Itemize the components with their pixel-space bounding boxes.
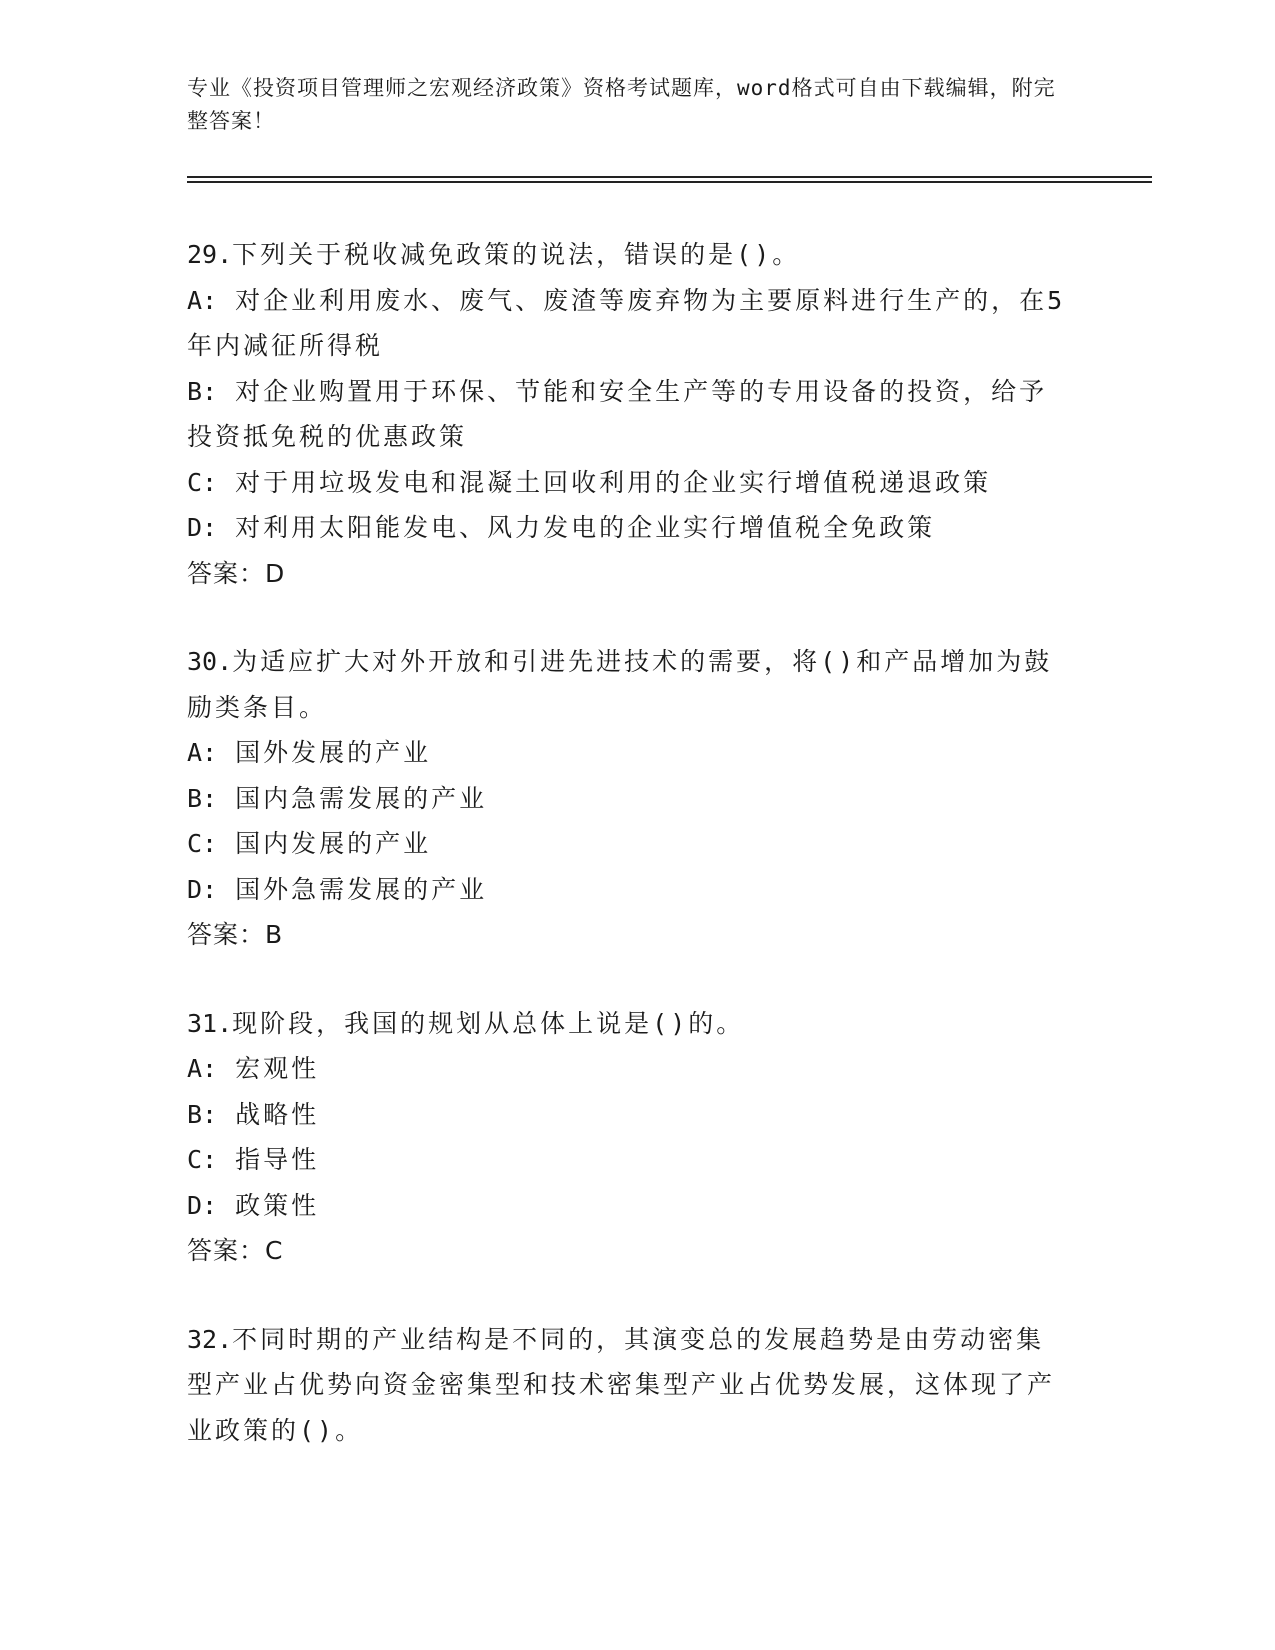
option-c [187,821,1067,867]
document-header: 专业《投资项目管理师之宏观经济政策》资格考试题库，word格式可自由下载编辑，附完整答案！ [187,76,1056,133]
option-letter: B: [187,376,218,406]
question-number: 29. [187,240,233,269]
question-stem: 下列关于税收减免政策的说法，错误的是()。 [232,240,801,269]
question-stem: 不同时期的产业结构是不同的，其演变总的发展趋势是由劳动密集型产业占优势向资金密集型和技术密集型产业占优势发展，这体现了产业政策的()。 [187,1324,1056,1445]
option-letter: D: [187,513,218,542]
header-rule-top [187,176,1152,178]
header-rule-bottom [187,181,1152,183]
answer-line: 答案：D [187,558,286,588]
question-text [187,232,1067,278]
question-list [187,232,1067,1496]
option-text: 国内急需发展的产业 [235,783,488,813]
option-text: 战略性 [235,1099,320,1129]
option-text: 对企业利用废水、废气、废渣等废弃物为主要原料进行生产的，在5年内减征所得税 [187,285,1066,360]
question-text [187,1317,1067,1454]
option-a [187,278,1067,369]
option-text: 国外发展的产业 [235,738,432,767]
option-letter: A: [187,285,218,315]
option-d [187,867,1067,913]
question-29 [187,232,1067,596]
option-text: 对利用太阳能发电、风力发电的企业实行增值税全免政策 [235,513,936,542]
option-a [187,1046,1067,1092]
option-text: 国外急需发展的产业 [235,874,488,904]
option-letter: C: [187,467,218,497]
question-stem: 现阶段，我国的规划从总体上说是()的。 [232,1008,745,1038]
option-text: 政策性 [235,1190,320,1220]
question-number: 32. [187,1324,233,1354]
option-b [187,776,1067,822]
option-text: 对于用垃圾发电和混凝土回收利用的企业实行增值税递退政策 [235,467,992,497]
option-letter: A: [187,738,218,767]
option-letter: C: [187,1145,218,1174]
option-c [187,1137,1067,1183]
option-d [187,505,1067,551]
option-b [187,1092,1067,1138]
option-letter: D: [187,1190,218,1220]
question-text [187,639,1067,730]
question-number: 31. [187,1008,233,1038]
option-b [187,369,1067,460]
answer-line: 答案：B [187,920,284,949]
option-letter: B: [187,783,218,813]
question-32 [187,1317,1067,1454]
option-letter: C: [187,829,218,858]
question-text [187,1001,1067,1047]
option-text: 对企业购置用于环保、节能和安全生产等的专用设备的投资，给予投资抵免税的优惠政策 [187,376,1048,451]
question-30 [187,639,1067,958]
option-text: 指导性 [235,1145,320,1174]
option-a [187,730,1067,776]
option-c [187,460,1067,506]
option-letter: D: [187,874,218,904]
option-text: 国内发展的产业 [235,829,432,858]
question-31 [187,1001,1067,1274]
option-text: 宏观性 [235,1054,320,1083]
option-d [187,1183,1067,1229]
question-stem: 为适应扩大对外开放和引进先进技术的需要，将()和产品增加为鼓励类条目。 [187,647,1053,722]
answer-line: 答案：C [187,1236,284,1265]
option-letter: B: [187,1099,218,1129]
question-number: 30. [187,647,233,676]
option-letter: A: [187,1054,218,1083]
